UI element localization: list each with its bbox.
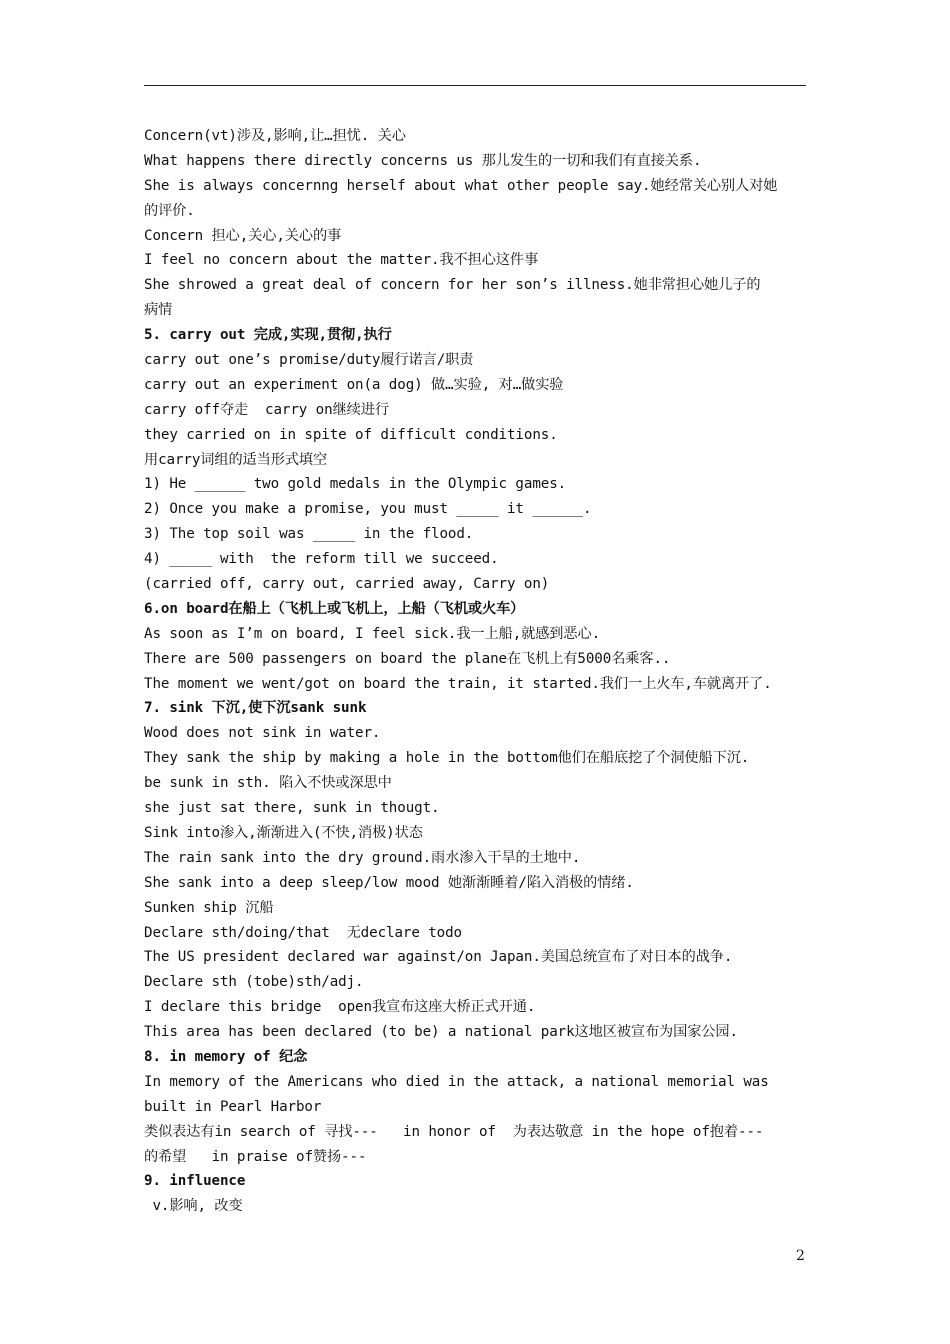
text-line: 3) The top soil was _____ in the flood. <box>144 526 474 543</box>
section-heading: 7. sink 下沉,使下沉sank sunk <box>144 700 367 717</box>
page-body <box>144 124 810 1219</box>
section-heading: 5. carry out 完成,实现,贯彻,执行 <box>144 327 392 344</box>
text-line: Concern 担心,关心,关心的事 <box>144 227 342 244</box>
text-line: Wood does not sink in water. <box>144 725 381 742</box>
text-line: 1) He ______ two gold medals in the Olympic games. <box>144 476 567 493</box>
text-line: they carried on in spite of difficult conditions. <box>144 426 558 443</box>
text-line: This area has been declared (to be) a national park这地区被宣布为国家公园. <box>144 1024 738 1041</box>
text-line: I declare this bridge open我宣布这座大桥正式开通. <box>144 999 536 1016</box>
text-line: In memory of the Americans who died in the attack, a national memorial was <box>144 1073 769 1090</box>
text-line: be sunk in sth. 陷入不快或深思中 <box>144 775 392 792</box>
text-line: The US president declared war against/on Japan.美国总统宣布了对日本的战争. <box>144 949 733 966</box>
text-line: 病情 <box>144 302 173 319</box>
page-number: 2 <box>796 1248 805 1264</box>
text-line: built in Pearl Harbor <box>144 1098 322 1115</box>
text-line: Sink into渗入,渐渐进入(不快,消极)状态 <box>144 824 423 841</box>
text-line: 的希望 in praise of赞扬--- <box>144 1148 367 1165</box>
section-heading: 9. influence <box>144 1173 246 1190</box>
text-line: I feel no concern about the matter.我不担心这件事 <box>144 252 539 269</box>
text-line: They sank the ship by making a hole in the bottom他们在船底挖了个洞使船下沉. <box>144 750 750 767</box>
text-line: She is always concernng herself about what other people say.她经常关心别人对她 <box>144 177 778 194</box>
text-line: As soon as I’m on board, I feel sick.我一上船,就感到恶心. <box>144 625 601 642</box>
text-line: 2) Once you make a promise, you must _____ it ______. <box>144 501 592 518</box>
text-line: The rain sank into the dry ground.雨水渗入干旱的土地中. <box>144 849 581 866</box>
text-line: carry off夺走 carry on继续进行 <box>144 401 389 418</box>
text-line: She shrowed a great deal of concern for her son’s illness.她非常担心她儿子的 <box>144 277 761 294</box>
text-line: Declare sth (tobe)sth/adj. <box>144 974 364 991</box>
text-line: 的评价. <box>144 202 195 219</box>
text-line: There are 500 passengers on board the plane在飞机上有5000名乘客.. <box>144 650 671 667</box>
text-line: Sunken ship 沉船 <box>144 899 274 916</box>
text-line: Concern(vt)涉及,影响,让…担忧. 关心 <box>144 128 406 144</box>
text-line: 用carry词组的适当形式填空 <box>144 451 328 468</box>
header-rule <box>144 85 806 86</box>
text-line: Declare sth/doing/that 无declare todo <box>144 924 462 941</box>
text-line: 4) _____ with the reform till we succeed. <box>144 551 499 568</box>
text-line: carry out one’s promise/duty履行诺言/职责 <box>144 352 474 369</box>
text-line: The moment we went/got on board the train, it started.我们一上火车,车就离开了. <box>144 675 772 692</box>
text-line: she just sat there, sunk in thougt. <box>144 800 440 817</box>
text-line: She sank into a deep sleep/low mood 她渐渐睡着/陷入消极的情绪. <box>144 874 634 891</box>
text-line: v.影响, 改变 <box>144 1198 243 1215</box>
text-line: carry out an experiment on(a dog) 做…实验, 对…做实验 <box>144 376 564 393</box>
text-line: (carried off, carry out, carried away, Carry on) <box>144 576 550 593</box>
section-heading: 8. in memory of 纪念 <box>144 1048 308 1065</box>
section-heading: 6.on board在船上（飞机上或飞机上，上船（飞机或火车） <box>144 600 525 617</box>
text-line: 类似表达有in search of 寻找--- in honor of 为表达敬意 in the hope of抱着--- <box>144 1123 764 1140</box>
text-line: What happens there directly concerns us 那儿发生的一切和我们有直接关系. <box>144 152 702 169</box>
